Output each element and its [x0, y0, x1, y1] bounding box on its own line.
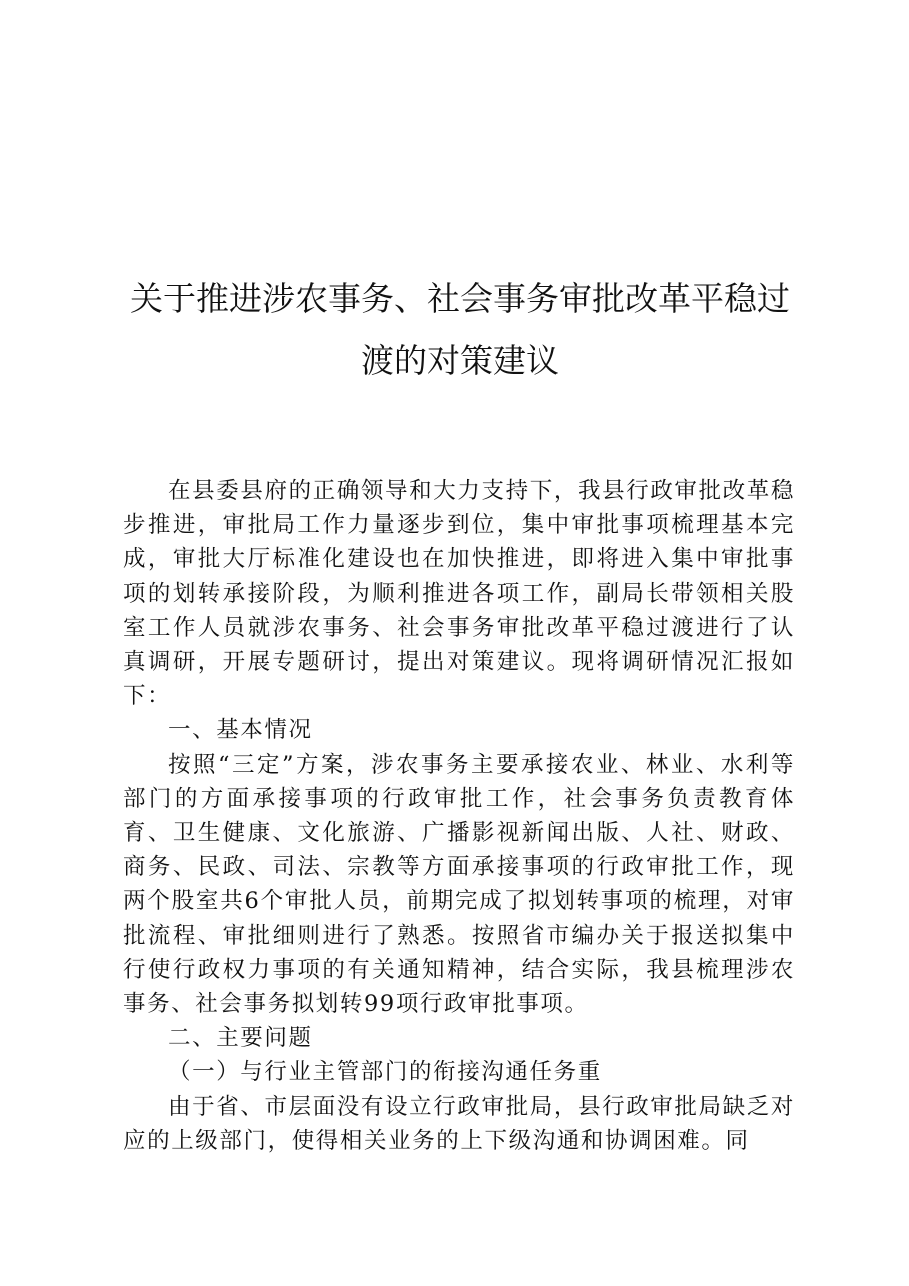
basic-situation-paragraph: 按照“三定”方案，涉农事务主要承接农业、林业、水利等部门的方面承接事项的行政审批工作，社会事务负责教育体育、卫生健康、文化旅游、广播影视新闻出版、人社、财政、商务、民政、司法、宗教等方面承接事项的行政审批工作，现两个股室共6个审批人员，前期完成了拟划转事项的梳理，对审批流程、审批细则进行了熟悉。按照省市编办关于报送拟集中行使行政权力事项的有关通知精神，结合实际，我县梳理涉农事务、社会事务拟划转99项行政审批事项。: [123, 751, 795, 1018]
section-heading-basic-situation: 一、基本情况: [168, 717, 313, 744]
document-title: [110, 268, 810, 392]
section-heading-main-problems: 二、主要问题: [168, 1025, 313, 1052]
title-line-1: 关于推进涉农事务、社会事务审批改革平稳过: [130, 279, 790, 318]
document-body: [123, 474, 795, 1158]
coordination-paragraph: 由于省、市层面没有设立行政审批局，县行政审批局缺乏对应的上级部门，使得相关业务的上下级沟通和协调困难。同: [123, 1093, 795, 1154]
title-line-2: 渡的对策建议: [361, 341, 559, 380]
intro-paragraph: 在县委县府的正确领导和大力支持下，我县行政审批改革稳步推进，审批局工作力量逐步到位，集中审批事项梳理基本完成，审批大厅标准化建设也在加快推进，即将进入集中审批事项的划转承接阶段，为顺利推进各项工作，副局长带领相关股室工作人员就涉农事务、社会事务审批改革平稳过渡进行了认真调研，开展专题研讨，提出对策建议。现将调研情况汇报如下：: [123, 478, 795, 710]
subsection-heading-coordination: （一）与行业主管部门的衔接沟通任务重: [168, 1059, 602, 1086]
